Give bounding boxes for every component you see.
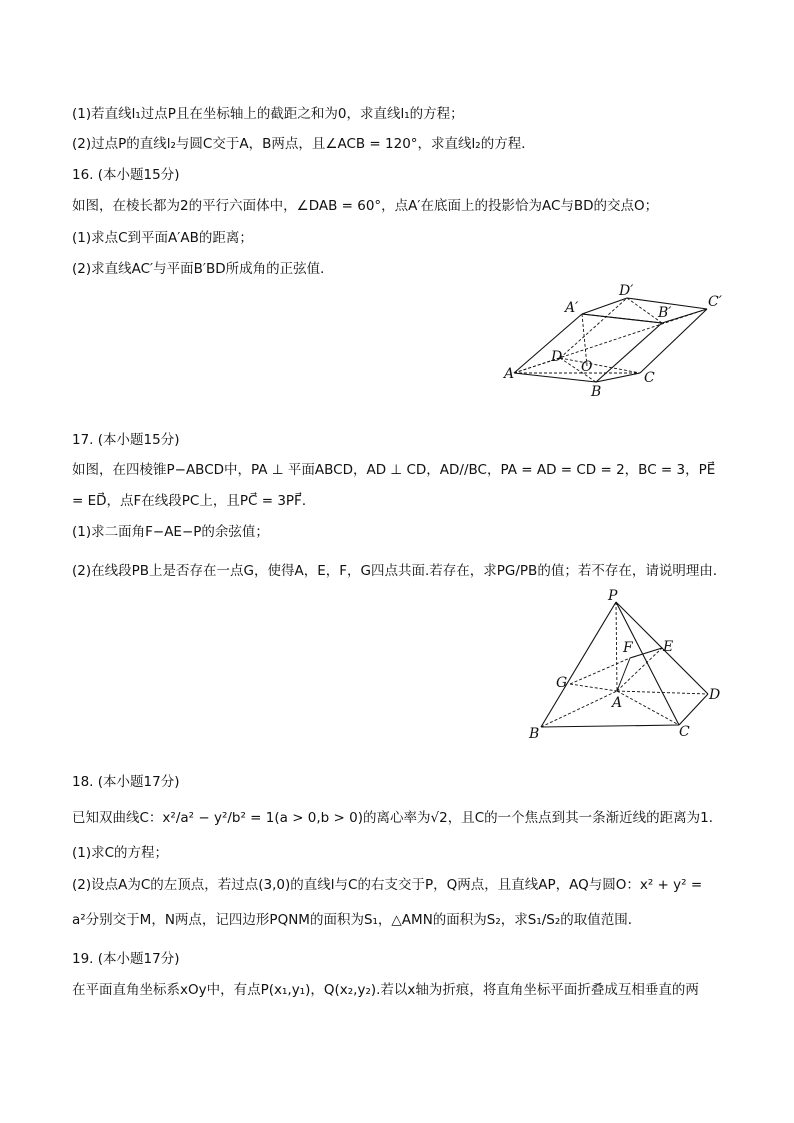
label-C: C <box>644 370 655 386</box>
q19-stem: 在平面直角坐标系xOy中，有点P(x₁,y₁)，Q(x₂,y₂).若以x轴为折痕，将直角坐标平面折叠成互相垂直的两 <box>72 982 699 998</box>
q15-part2: (2)过点P的直线l₂与圆C交于A，B两点，且∠ACB = 120°，求直线l₂的方程． <box>72 136 535 152</box>
q18-part2-line1: (2)设点A为C的左顶点，若过点(3,0)的直线l与C的右支交于P，Q两点，且直线AP，AQ与圆O：x² + y² = <box>72 877 703 893</box>
q17-stem-line1: 如图，在四棱锥P−ABCD中，PA ⊥ 平面ABCD，AD ⊥ CD，AD//BC，PA = AD = CD = 2，BC = 3，PE⃗ <box>72 462 716 478</box>
q16-part1: (1)求点C到平面A′AB的距离； <box>72 230 253 246</box>
q17-part2: (2)在线段PB上是否存在一点G，使得A，E，F，G四点共面.若存在，求PG/PB的值；若不存在，请说明理由． <box>72 563 727 579</box>
label-C: C <box>679 724 690 740</box>
label-D1: D′ <box>619 283 634 299</box>
label-O: O <box>581 359 593 375</box>
q17-part1: (1)求二面角F−AE−P的余弦值； <box>72 524 269 540</box>
label-B1: B′ <box>658 305 672 321</box>
label-A1: A′ <box>565 300 579 316</box>
q16-header: 16. (本小题15分) <box>72 167 180 183</box>
label-D: D <box>709 687 721 703</box>
label-B: B <box>529 726 540 740</box>
label-C1: C′ <box>708 294 722 310</box>
q19-header: 19. (本小题17分) <box>72 951 180 967</box>
q17-figure <box>520 588 730 740</box>
q16-part2: (2)求直线AC′与平面B′BD所成角的正弦值． <box>72 261 334 277</box>
q18-part2-line2: a²分别交于M，N两点，记四边形PQNM的面积为S₁，△AMN的面积为S₂，求S₁/S₂的取值范围． <box>72 912 642 928</box>
label-F: F <box>623 640 633 656</box>
q16-stem: 如图，在棱长都为2的平行六面体中，∠DAB = 60°，点A′在底面上的投影恰为AC与BD的交点O； <box>72 198 659 214</box>
label-G: G <box>556 675 568 691</box>
q17-stem-line2: = ED⃗，点F在线段PC上，且PC⃗ = 3PF⃗． <box>72 493 316 509</box>
q16-figure <box>495 280 735 402</box>
label-P: P <box>608 588 618 604</box>
q15-part1: (1)若直线l₁过点P且在坐标轴上的截距之和为0，求直线l₁的方程； <box>72 106 464 122</box>
q18-part1: (1)求C的方程； <box>72 845 169 861</box>
label-A: A <box>612 695 623 711</box>
q18-header: 18. (本小题17分) <box>72 774 180 790</box>
label-E: E <box>663 639 674 655</box>
label-B: B <box>591 384 602 400</box>
q17-header: 17. (本小题15分) <box>72 432 180 448</box>
label-A: A <box>504 366 515 382</box>
q18-stem: 已知双曲线C：x²/a² − y²/b² = 1(a > 0,b > 0)的离心率为√2，且C的一个焦点到其一条渐近线的距离为1． <box>72 810 723 826</box>
label-D: D <box>551 349 563 365</box>
